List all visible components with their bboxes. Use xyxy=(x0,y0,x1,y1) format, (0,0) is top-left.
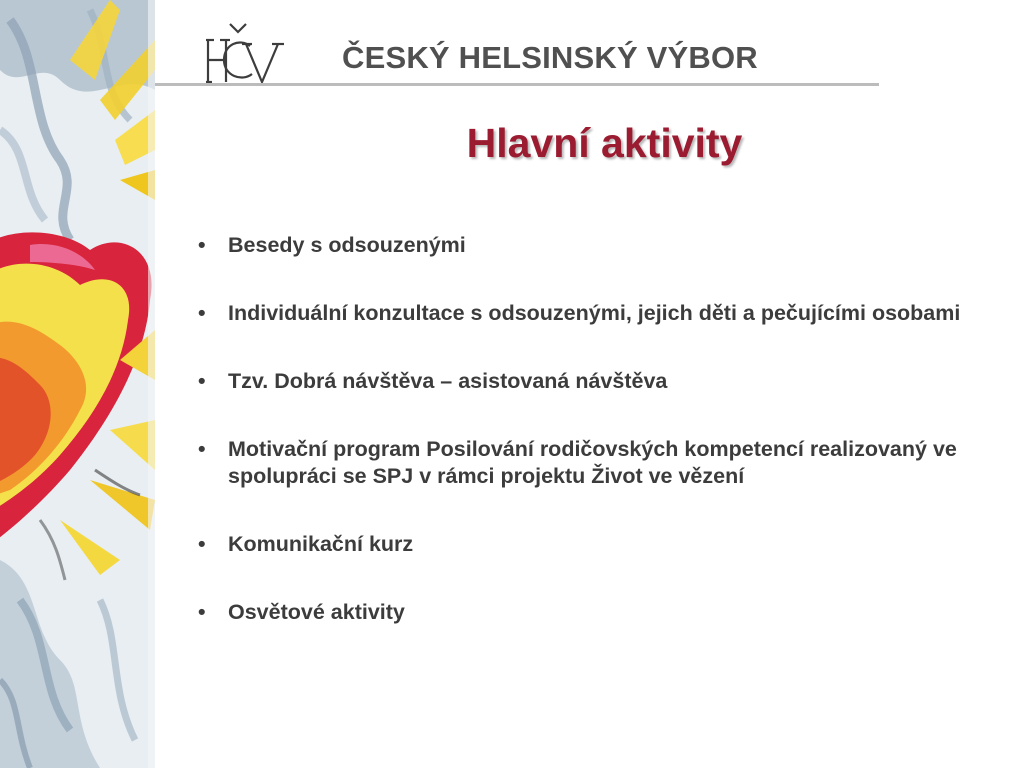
slide-title: Hlavní aktivity xyxy=(466,120,743,166)
bullet-icon: • xyxy=(198,437,206,461)
list-item xyxy=(190,232,1000,259)
bullet-icon: • xyxy=(198,301,206,325)
list-item xyxy=(190,531,1000,558)
bullet-icon: • xyxy=(198,532,206,556)
bullet-icon: • xyxy=(198,369,206,393)
bullet-icon: • xyxy=(198,600,206,624)
list-item-text: Motivační program Posilování rodičovských kompetencí realizovaný ve spolupráci se SPJ v rámci projektu Život ve vězení xyxy=(228,437,957,488)
activities-list xyxy=(190,232,1000,626)
heart-artwork-image xyxy=(0,0,155,768)
header-divider xyxy=(155,83,879,86)
list-item-text: Osvětové aktivity xyxy=(228,600,405,624)
bullet-icon: • xyxy=(198,233,206,257)
chv-logo xyxy=(200,18,292,86)
list-item-text: Tzv. Dobrá návštěva – asistovaná návštěva xyxy=(228,369,668,393)
list-item-text: Individuální konzultace s odsouzenými, jejich děti a pečujícími osobami xyxy=(228,301,961,325)
organization-name: ČESKÝ HELSINSKÝ VÝBOR xyxy=(342,40,758,75)
list-item xyxy=(190,300,1000,327)
chv-monogram-icon xyxy=(200,18,292,86)
list-item xyxy=(190,599,1000,626)
list-item-text: Komunikační kurz xyxy=(228,532,414,556)
list-item xyxy=(190,436,1000,490)
list-item xyxy=(190,368,1000,395)
list-item-text: Besedy s odsouzenými xyxy=(228,233,466,257)
